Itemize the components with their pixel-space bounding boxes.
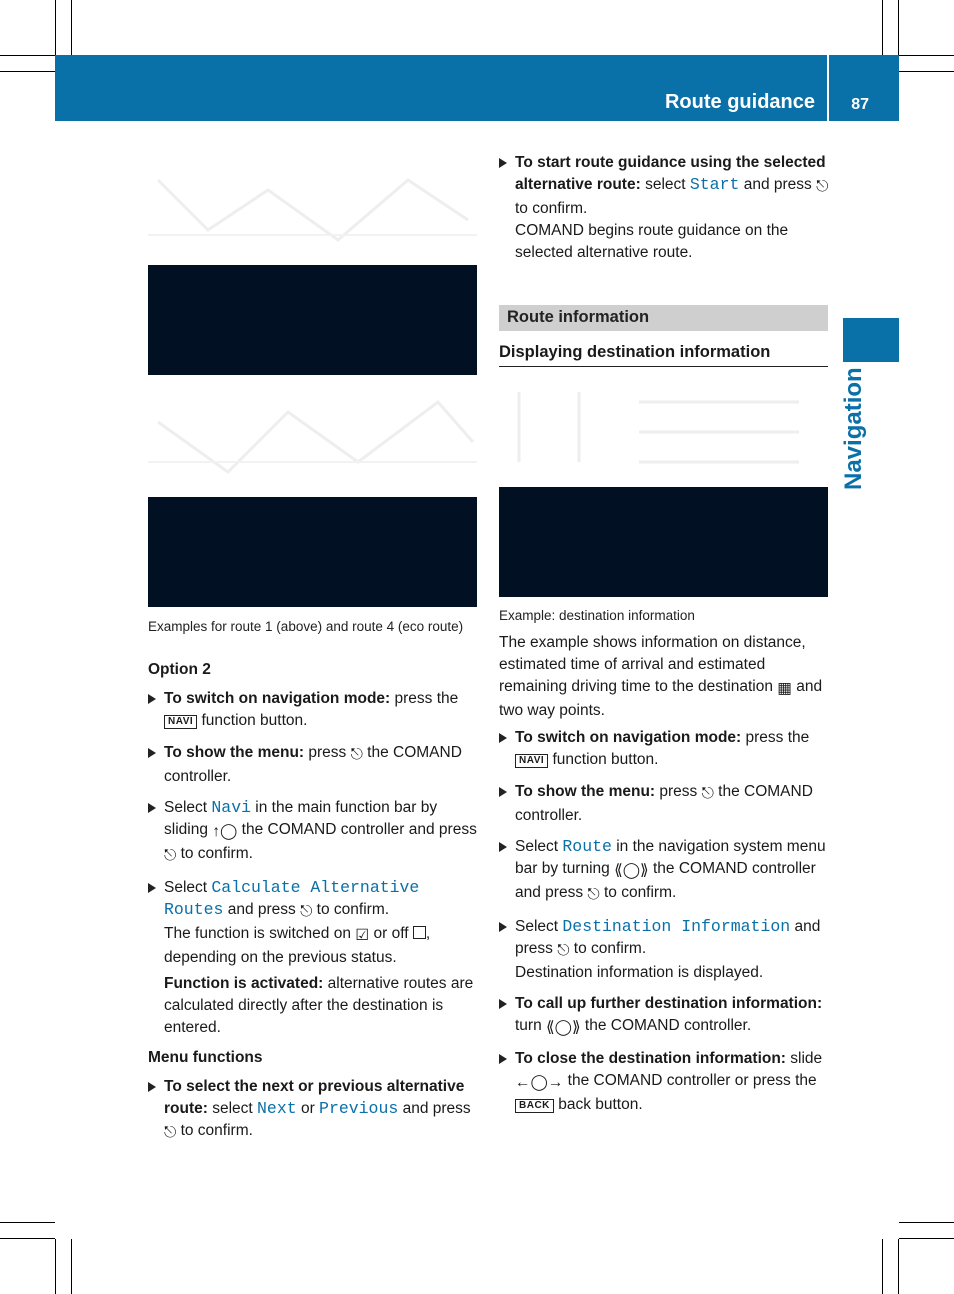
press-controller-icon: ⎋: [701, 785, 714, 802]
route-information-heading: Route information: [499, 305, 828, 331]
screen-area: [148, 497, 477, 607]
step-switch-nav-2: To switch on navigation mode: press the NAVI function button.: [499, 727, 829, 771]
navi-key-icon: NAVI: [164, 715, 197, 729]
crop-mark: [899, 1222, 954, 1223]
header-divider: [827, 55, 829, 121]
side-tab-label-wrap: [840, 367, 872, 492]
step-switch-nav: To switch on navigation mode: press the NAVI function button.: [148, 688, 478, 732]
page-header: [55, 55, 899, 121]
step-next-previous: To select the next or previous alternative route: select Next or Previous and press ⎋ to confirm.: [148, 1076, 478, 1144]
map-lines: [148, 150, 477, 265]
crop-mark: [898, 0, 899, 55]
press-controller-icon: ⎋: [164, 1124, 177, 1141]
menu-functions-heading: Menu functions: [148, 1049, 263, 1066]
crop-mark: [55, 1239, 56, 1294]
step-show-menu-2: To show the menu: press ⎋ the COMAND controller.: [499, 781, 829, 827]
step-arrow-icon: [148, 1082, 156, 1092]
press-controller-icon: ⎋: [557, 942, 570, 959]
crop-mark: [899, 1238, 954, 1239]
right-caption: Example: destination information: [499, 608, 695, 623]
destination-info-heading: Displaying destination information: [499, 343, 828, 367]
step-select-route: Select Route in the navigation system menu bar by turning ⟪◯⟫ the COMAND controller and press ⎋ to confirm.: [499, 836, 829, 906]
step-arrow-icon: [148, 748, 156, 758]
crop-mark: [898, 1239, 899, 1294]
press-controller-icon: ⎋: [816, 178, 829, 195]
crop-mark: [899, 55, 954, 56]
navi-key-icon: NAVI: [515, 754, 548, 768]
side-tab: [843, 318, 899, 362]
page-number: 87: [851, 96, 869, 113]
crop-mark: [71, 0, 72, 55]
destination-flag-icon: ▦: [777, 680, 792, 697]
right-column: [499, 632, 829, 1116]
step-calc-alt-routes: Select Calculate Alternative Routes and press ⎋ to confirm. The function is switched on ☑ or off , depending on the previous status. Function is activated: alternative routes are calculated directly after the destination is entered.: [148, 877, 478, 1039]
crop-mark: [0, 1238, 55, 1239]
step-arrow-icon: [499, 1054, 507, 1064]
crop-mark: [0, 71, 55, 72]
crop-mark: [899, 71, 954, 72]
option-heading: Option 2: [148, 661, 211, 678]
screen-area: [148, 265, 477, 375]
step-arrow-icon: [148, 803, 156, 813]
step-arrow-icon: [499, 787, 507, 797]
step-select-navi: Select Navi in the main function bar by sliding ↑◯ the COMAND controller and press ⎋ to confirm.: [148, 797, 478, 867]
side-tab-label: Navigation: [840, 367, 867, 490]
section-title: Route guidance: [664, 91, 815, 113]
crop-mark: [71, 1239, 72, 1294]
press-controller-icon: ⎋: [300, 903, 313, 920]
press-controller-icon: ⎋: [164, 847, 177, 864]
step-arrow-icon: [499, 158, 507, 168]
turn-controller-icon: ⟪◯⟫: [614, 862, 649, 879]
press-controller-icon: ⎋: [350, 746, 363, 763]
step-show-menu: To show the menu: press ⎋ the COMAND controller.: [148, 742, 478, 788]
map-lines: [148, 382, 477, 497]
step-arrow-icon: [148, 694, 156, 704]
step-arrow-icon: [499, 922, 507, 932]
back-key-icon: BACK: [515, 1099, 554, 1113]
checkbox-on-icon: ☑: [355, 927, 370, 944]
left-caption: Examples for route 1 (above) and route 4 (eco route): [148, 619, 464, 634]
crop-mark: [55, 0, 56, 55]
step-further-info: To call up further destination information: turn ⟪◯⟫ the COMAND controller.: [499, 993, 829, 1039]
step-start-guidance: To start route guidance using the selected alternative route: select Start and press ⎋ to confirm. COMAND begins route guidance on the selected alternative route.: [499, 152, 829, 264]
function-activated-note: Function is activated: alternative routes are calculated directly after the destination is entered.: [164, 975, 474, 1036]
step-close-info: To close the destination information: slide ←◯→ the COMAND controller or press the BACK back button.: [499, 1048, 829, 1116]
checkbox-off-icon: [413, 926, 426, 939]
map-lines: [499, 372, 828, 487]
step-arrow-icon: [499, 733, 507, 743]
crop-mark: [0, 1222, 55, 1223]
destination-info-screenshot: [499, 372, 828, 597]
slide-left-right-controller-icon: ←◯→: [515, 1074, 564, 1091]
step-select-destination-info: Select Destination Information and press ⎋ to confirm. Destination information is displayed.: [499, 916, 829, 984]
screen-area: [499, 487, 828, 597]
route4-screenshot: [148, 382, 477, 607]
route1-screenshot: [148, 150, 477, 375]
step-arrow-icon: [148, 883, 156, 893]
intro-paragraph: The example shows information on distance, estimated time of arrival and estimated remaining driving time to the destination ▦ and two way points.: [499, 634, 823, 719]
left-column: [148, 659, 478, 1144]
crop-mark: [882, 1239, 883, 1294]
step-arrow-icon: [499, 842, 507, 852]
crop-mark: [882, 0, 883, 55]
crop-mark: [0, 55, 55, 56]
right-column-top: [499, 152, 829, 264]
turn-controller-icon: ⟪◯⟫: [546, 1019, 581, 1036]
press-controller-icon: ⎋: [587, 886, 600, 903]
step-arrow-icon: [499, 999, 507, 1009]
slide-up-controller-icon: ↑◯: [212, 823, 238, 840]
